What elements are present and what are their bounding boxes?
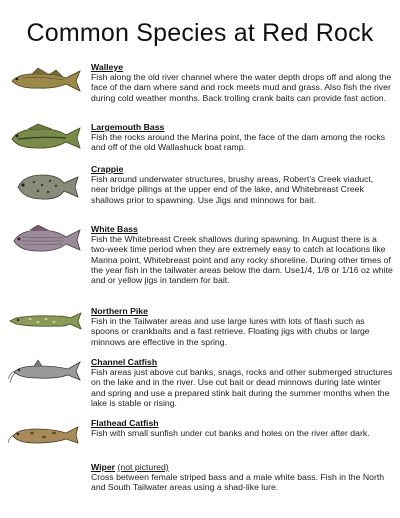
species-name: Crappie	[91, 164, 124, 174]
species-note: (not pictured)	[117, 462, 169, 472]
species-description: Fish around underwater structures, brushy areas, Robert’s Creek viaduct, near bridge pilings at the upper end of the lake, and Whitebreast Creek shallows prior to spawning. Use Jigs and minnows for bait.	[91, 174, 374, 205]
species-name: Flathead Catfish	[91, 418, 159, 428]
species-description: Cross between female striped bass and a male white bass. Fish in the North and South Tailwater areas using a shad-like lure.	[91, 472, 385, 493]
walleye-icon	[8, 66, 84, 96]
species-description: Fish with small sunfish under cut banks and holes on the river after dark.	[91, 428, 370, 439]
page-title: Common Species at Red Rock	[26, 19, 374, 47]
species-description: Fish areas just above cut banks, snags, rocks and other submerged structures on the lake and in the river. Use cut bait or dead minnows during late winter and spring and use a prepared stink bait during the summer months when the lake is stable or rising.	[91, 367, 393, 408]
species-description: Fish along the old river channel where the water depth drops off and along the face of the dam where sand and rock meets mud and grass. Also fish the river during cold weather months. Back trolling crank baits can provide fast action.	[91, 72, 392, 103]
species-description: Fish the Whitebreast Creek shallows during spawning. In August there is a two-week time period when they are extremely easy to catch at locations like Marina point, Whitebreast point and any rocky shoreline. During other times of the year fish in the tailwater areas below the dam. Use1/4, 1/8 or 1/16 oz white and or yellow jigs in tandem for bait.	[91, 234, 393, 286]
northern-pike-icon	[8, 306, 84, 336]
flathead-catfish-icon	[8, 420, 84, 450]
species-name: Walleye	[91, 62, 124, 72]
crappie-icon	[8, 172, 84, 202]
channel-catfish-icon	[8, 357, 84, 387]
largemouth-bass-icon	[8, 123, 84, 153]
species-description: Fish in the Tailwater areas and use large lures with lots of flash such as spoons or crankbaits and a fast retrieve. Floating jigs with chubs or large minnows are effective in the spring.	[91, 316, 370, 347]
species-name: Wiper	[91, 462, 116, 472]
species-name: Largemouth Bass	[91, 122, 165, 132]
species-name: Northern Pike	[91, 306, 148, 316]
white-bass-icon	[8, 225, 84, 255]
species-description: Fish the rocks around the Marina point, the face of the dam among the rocks and off of the old Wallashuck boat ramp.	[91, 132, 386, 153]
species-name: Channel Catfish	[91, 357, 158, 367]
species-name: White Bass	[91, 224, 138, 234]
